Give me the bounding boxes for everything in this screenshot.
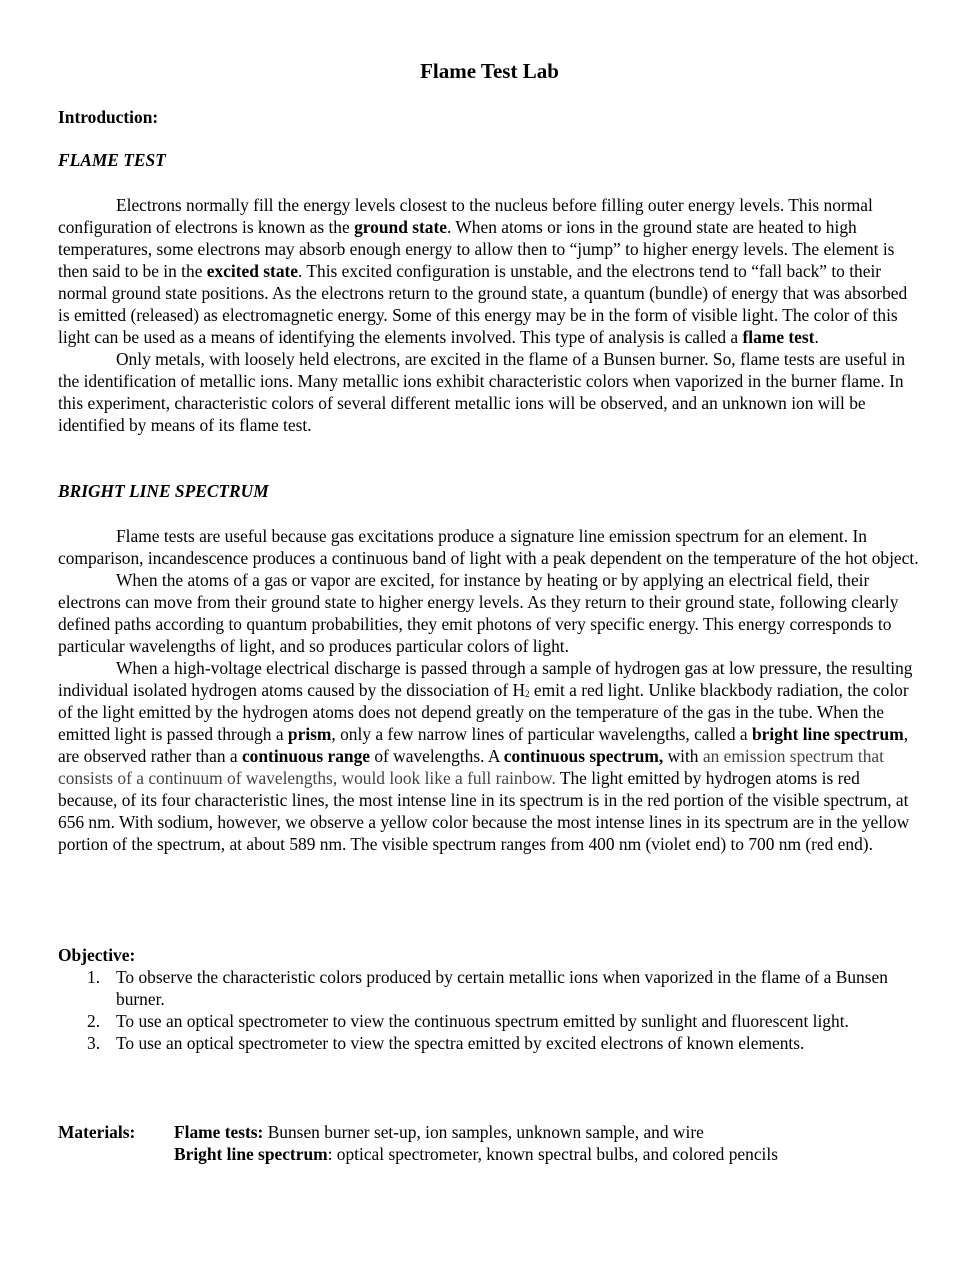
page-title: Flame Test Lab — [420, 59, 559, 83]
objective-number: 1. — [87, 967, 101, 987]
text-run: emit a red light. Unlike blackbody radiation, the color of the light emitted by the hydrogen atoms does not depend greatly on the temperature of the gas in the tube. When the emitted light is passed through a — [58, 680, 909, 744]
materials-text: : optical spectrometer, known spectral bulbs, and colored pencils — [327, 1144, 778, 1164]
objective-item — [58, 966, 920, 1010]
objective-list — [58, 966, 920, 1054]
text-run: . When atoms or ions in the ground state are heated to high temperatures, some electrons may absorb enough energy to allow then to “jump” to higher energy levels. The element is then said to be in the — [58, 217, 895, 281]
introduction-heading: Introduction: — [58, 107, 159, 127]
paragraph — [58, 657, 920, 855]
text-run: an emission spectrum that consists of a continuum of wavelengths, would look like a full rainbow. — [58, 746, 884, 788]
bright-line-section — [58, 525, 920, 855]
objective-text: To use an optical spectrometer to view the spectra emitted by excited electrons of known elements. — [116, 1033, 805, 1053]
bold-term: excited state — [206, 261, 299, 281]
text-run: with — [663, 746, 703, 766]
objective-item — [58, 1032, 920, 1054]
text-run: When a high-voltage electrical discharge is passed through a sample of hydrogen gas at low pressure, the resulting individual isolated hydrogen atoms caused by the dissociation of H — [58, 658, 913, 700]
objective-text: To use an optical spectrometer to view the continuous spectrum emitted by sunlight and fluorescent light. — [116, 1011, 849, 1031]
materials-item — [174, 1143, 778, 1165]
text-run: The light emitted by hydrogen atoms is red because, of its four characteristic lines, the most intense line in its spectrum is in the red portion of the visible spectrum, at 656 nm. With sodium, however, we observe a yellow color because the most intense lines in its spectrum are in the yellow portion of the spectrum, at about 589 nm. The visible spectrum ranges from 400 nm (violet end) to 700 nm (red end). — [58, 768, 910, 854]
paragraph — [58, 194, 920, 348]
subscript: 2 — [525, 689, 530, 699]
paragraph — [58, 525, 920, 569]
text-run: Only metals, with loosely held electrons, are excited in the flame of a Bunsen burner. So, flame tests are useful in the identification of metallic ions. Many metallic ions exhibit characteristic colors when vaporized in the burner flame. In this experiment, characteristic colors of several different metallic ions will be observed, and an unknown ion will be identified by means of its flame test. — [58, 349, 906, 435]
text-run: , only a few narrow lines of particular wavelengths, called a — [331, 724, 752, 744]
text-run: . — [814, 327, 819, 347]
objective-number: 3. — [87, 1033, 101, 1053]
bold-term: flame test — [742, 327, 815, 347]
text-run: When the atoms of a gas or vapor are excited, for instance by heating or by applying an electrical field, their electrons can move from their ground state to higher energy levels. As they return to their ground state, following clearly defined paths according to quantum probabilities, they emit photons of very specific energy. This energy corresponds to particular wavelengths of light, and so produces particular colors of light. — [58, 570, 899, 656]
bold-term: prism — [287, 724, 332, 744]
bold-term: continuous range — [241, 746, 370, 766]
materials-text: Bunsen burner set-up, ion samples, unknown sample, and wire — [263, 1122, 704, 1142]
paragraph — [58, 569, 920, 657]
text-run: , are observed rather than a — [58, 724, 909, 766]
materials-section — [58, 1121, 920, 1165]
materials-heading: Materials: — [58, 1122, 136, 1142]
objective-number: 2. — [87, 1011, 101, 1031]
objective-heading: Objective: — [58, 945, 136, 965]
paragraph — [58, 348, 920, 436]
materials-label: Flame tests: — [174, 1122, 264, 1142]
objective-text: To observe the characteristic colors produced by certain metallic ions when vaporized in the flame of a Bunsen burner. — [116, 967, 888, 1009]
text-run: Electrons normally fill the energy levels closest to the nucleus before filling outer energy levels. This normal configuration of electrons is known as the — [58, 195, 873, 237]
text-run: of wavelengths. A — [370, 746, 504, 766]
bold-term: bright line spectrum — [752, 724, 904, 744]
materials-item — [174, 1121, 778, 1143]
text-run: Flame tests are useful because gas excitations produce a signature line emission spectrum for an element. In comparison, incandescence produces a continuous band of light with a peak dependent on the temperature of the hot object. — [58, 526, 919, 568]
materials-label: Bright line spectrum — [174, 1144, 328, 1164]
bold-term: ground state — [354, 217, 447, 237]
flame-test-section — [58, 194, 920, 436]
bright-line-heading: BRIGHT LINE SPECTRUM — [58, 481, 269, 501]
materials-list — [174, 1121, 778, 1165]
text-run: . This excited configuration is unstable, and the electrons tend to “fall back” to their normal ground state positions. As the electrons return to the ground state, a quantum (bundle) of energy that was absorbed is emitted (released) as electromagnetic energy. Some of this energy may be in the form of visible light. The color of this light can be used as a means of identifying the elements involved. This type of analysis is called a — [58, 261, 908, 347]
flame-test-heading: FLAME TEST — [58, 150, 166, 170]
objective-item — [58, 1010, 920, 1032]
bold-term: continuous spectrum, — [503, 746, 664, 766]
